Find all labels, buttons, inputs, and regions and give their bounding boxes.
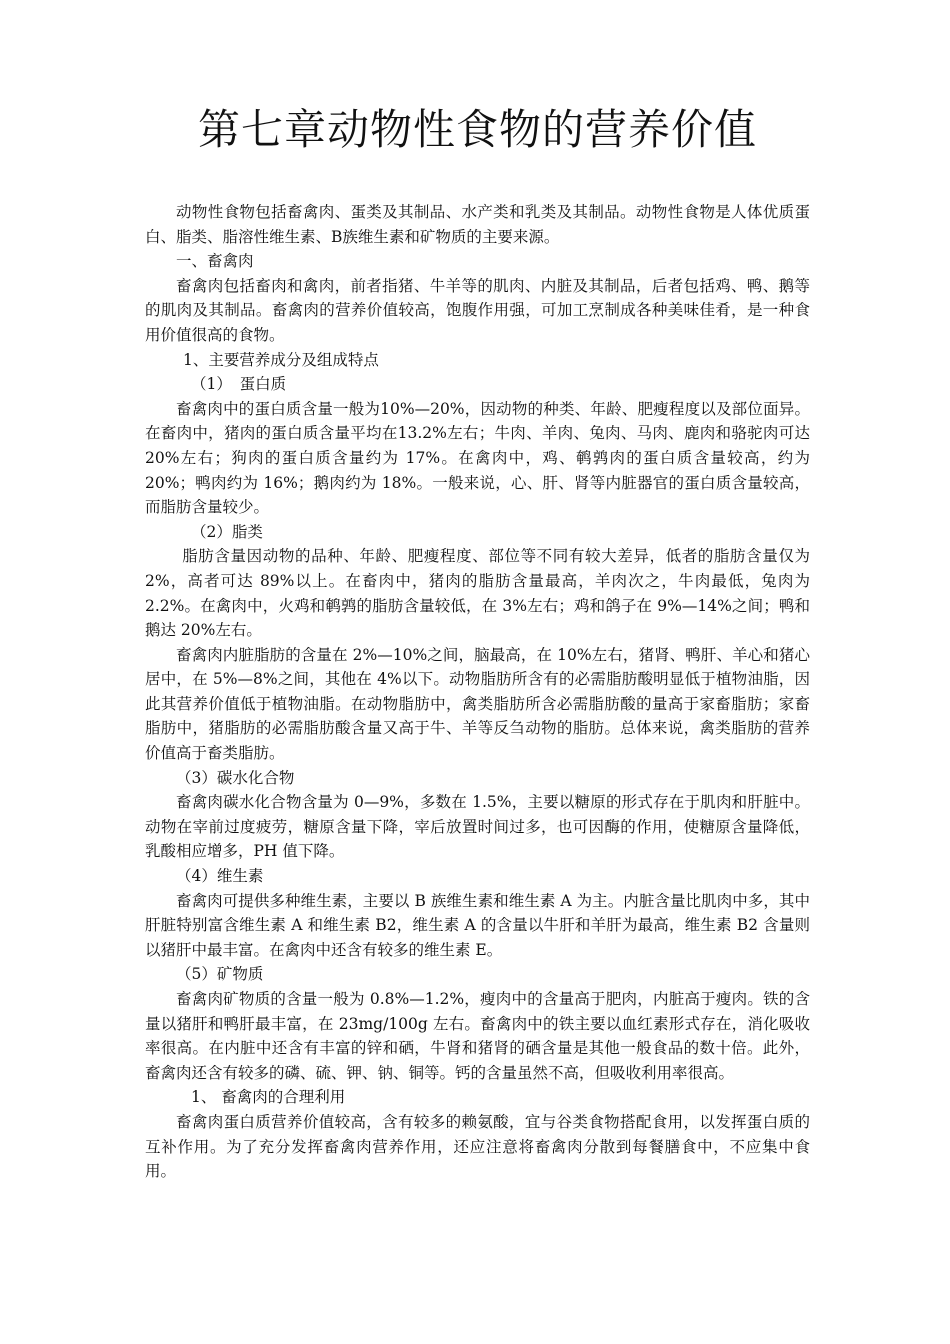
subsection-heading-nutrients: 1、主要营养成分及组成特点 bbox=[183, 350, 379, 369]
intro-paragraph: 动物性食物包括畜禽肉、蛋类及其制品、水产类和乳类及其制品。动物性食物是人体优质蛋白、脂类、脂溶性维生素、B族维生素和矿物质的主要来源。 bbox=[145, 203, 810, 246]
fat-paragraph-2: 畜禽肉内脏脂肪的含量在 2%—10%之间，脑最高，在 10%左右，猪肾、鸭肝、羊心和猪心居中，在 5%—8%之间，其他在 4%以下。动物脂肪所含有的必需脂肪酸明显低于植物油脂，因此其营养价值低于植物油脂。在动物脂肪中，禽类脂肪所含必需脂肪酸的量高于家畜脂肪；家畜脂肪中，猪脂肪的必需脂肪酸含量又高于牛、羊等反刍动物的脂肪。总体来说，禽类脂肪的营养价值高于畜类脂肪。 bbox=[145, 645, 810, 763]
carbohydrate-paragraph: 畜禽肉碳水化合物含量为 0—9%，多数在 1.5%，主要以糖原的形式存在于肌肉和肝脏中。动物在宰前过度疲劳，糖原含量下降，宰后放置时间过多，也可因酶的作用，使糖原含量降低，乳酸相应增多，PH 值下降。 bbox=[145, 793, 810, 861]
livestock-intro-paragraph: 畜禽肉包括畜肉和禽肉，前者指猪、牛羊等的肌肉、内脏及其制品，后者包括鸡、鸭、鹅等的肌肉及其制品。畜禽肉的营养价值较高，饱腹作用强，可加工烹制成各种美味佳肴，是一种食用价值很高的食物。 bbox=[145, 276, 810, 344]
usage-paragraph: 畜禽肉蛋白质营养价值较高，含有较多的赖氨酸，宜与谷类食物搭配食用，以发挥蛋白质的互补作用。为了充分发挥畜禽肉营养作用，还应注意将畜禽肉分散到每餐膳食中，不应集中食用。 bbox=[145, 1112, 810, 1181]
document-page bbox=[145, 100, 810, 1184]
heading-vitamin: （4）维生素 bbox=[176, 867, 264, 886]
protein-paragraph: 畜禽肉中的蛋白质含量一般为10%—20%，因动物的种类、年龄、肥瘦程度以及部位面异。在畜肉中，猪肉的蛋白质含量平均在13.2%左右；牛肉、羊肉、兔肉、马肉、鹿肉和骆驼肉可达 20%左右；狗肉的蛋白质含量约为 17%。在禽肉中，鸡、鹌鹑肉的蛋白质含量较高，约为 20%；鸭肉约为 16%；鹅肉约为 18%。一般来说，心、肝、肾等内脏器官的蛋白质含量较高，而脂肪含量较少。 bbox=[145, 399, 810, 517]
vitamin-paragraph: 畜禽肉可提供多种维生素，主要以 B 族维生素和维生素 A 为主。内脏含量比肌肉中多，其中肝脏特别富含维生素 A 和维生素 B2，维生素 A 的含量以牛肝和羊肝为最高，维生素 B2 含量则以猪肝中最丰富。在禽肉中还含有较多的维生素 E。 bbox=[145, 891, 810, 959]
heading-protein: （1） 蛋白质 bbox=[191, 375, 287, 394]
section-heading-livestock: 一、畜禽肉 bbox=[176, 252, 254, 271]
mineral-paragraph: 畜禽肉矿物质的含量一般为 0.8%—1.2%，瘦肉中的含量高于肥肉，内脏高于瘦肉。铁的含量以猪肝和鸭肝最丰富，在 23mg/100g 左右。畜禽肉中的铁主要以血红素形式存在，消化吸收率很高。在内脏中还含有丰富的锌和硒，牛肾和猪肾的硒含量是其他一般食品的数十倍。此外，畜禽肉还含有较多的磷、硫、钾、钠、铜等。钙的含量虽然不高，但吸收利用率很高。 bbox=[145, 990, 810, 1082]
heading-fat: （2）脂类 bbox=[191, 522, 263, 541]
heading-mineral: （5）矿物质 bbox=[176, 965, 264, 984]
fat-paragraph-1: 脂肪含量因动物的品种、年龄、肥瘦程度、部位等不同有较大差异，低者的脂肪含量仅为 2%，高者可达 89%以上。在畜肉中，猪肉的脂肪含量最高，羊肉次之，牛肉最低，兔肉为 2.2%。在禽肉中，火鸡和鹌鹑的脂肪含量较低，在 3%左右；鸡和鸽子在 9%—14%之间；鸭和鹅达 20%左右。 bbox=[145, 547, 810, 640]
page-title: 第七章动物性食物的营养价值 bbox=[197, 105, 757, 154]
subsection-heading-usage: 1、 畜禽肉的合理利用 bbox=[191, 1088, 346, 1107]
heading-carbohydrate: （3）碳水化合物 bbox=[176, 768, 295, 787]
